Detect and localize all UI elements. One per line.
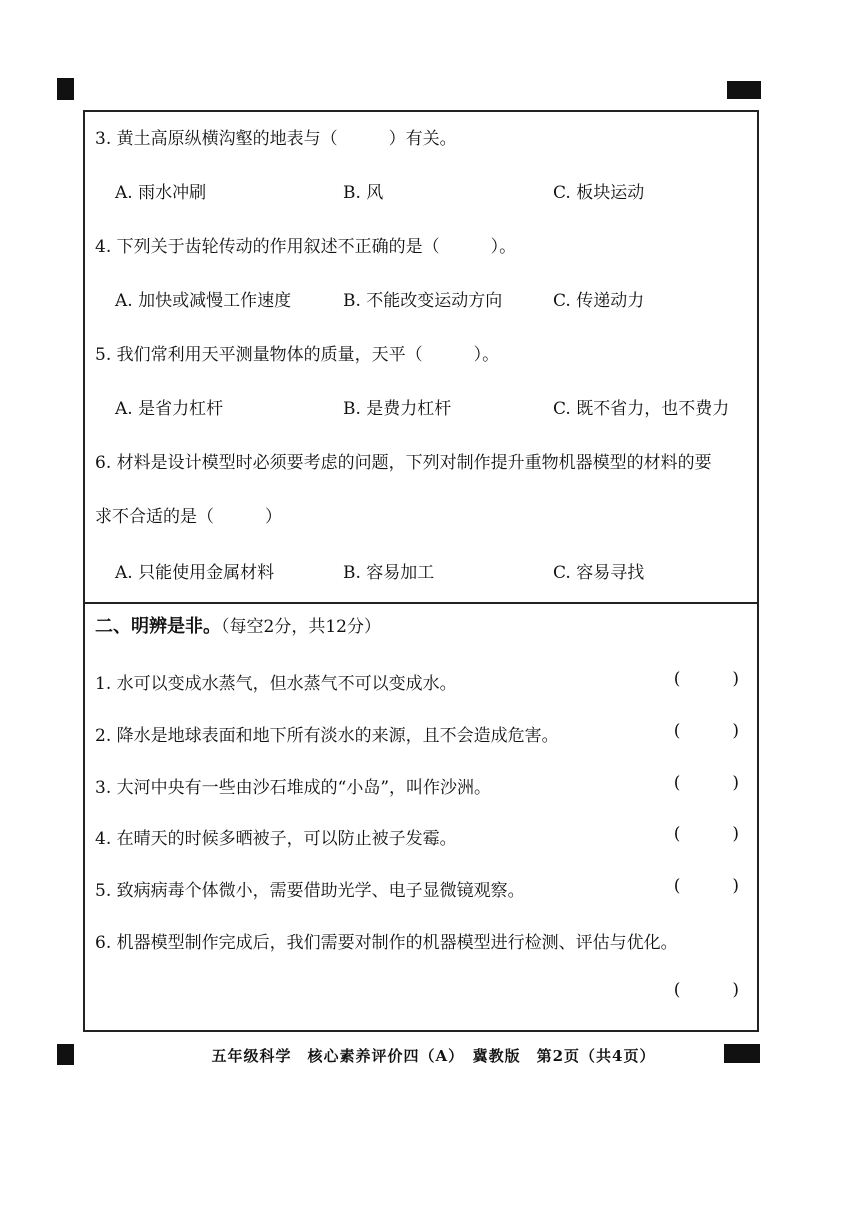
paren-open: ( bbox=[673, 669, 681, 689]
registration-mark-top-right bbox=[727, 81, 761, 99]
page-footer: 五年级科学 核心素养评价四（A） 冀教版 第2页（共4页） bbox=[211, 1047, 656, 1065]
answer-paren-2[interactable] bbox=[674, 721, 739, 741]
question-3-option-c: C. 板块运动 bbox=[553, 183, 645, 203]
question-5-stem: 5. 我们常利用天平测量物体的质量，天平（ ）。 bbox=[95, 345, 500, 365]
question-4-option-a: A. 加快或减慢工作速度 bbox=[115, 291, 292, 311]
question-3-option-b: B. 风 bbox=[343, 183, 384, 203]
judge-item-2: 2. 降水是地球表面和地下所有淡水的来源，且不会造成危害。 bbox=[95, 726, 559, 746]
question-6-option-a: A. 只能使用金属材料 bbox=[115, 563, 275, 583]
paren-close: ) bbox=[732, 980, 739, 1000]
paren-close: ) bbox=[732, 773, 739, 793]
question-4-option-c: C. 传递动力 bbox=[553, 291, 645, 311]
exam-frame bbox=[83, 110, 759, 1032]
section-divider bbox=[85, 602, 757, 604]
paren-close: ) bbox=[732, 669, 739, 689]
judge-item-1: 1. 水可以变成水蒸气，但水蒸气不可以变成水。 bbox=[95, 674, 457, 694]
question-5-option-b: B. 是费力杠杆 bbox=[343, 399, 452, 419]
question-6-stem-line-2: 求不合适的是（ ） bbox=[95, 507, 282, 527]
paren-close: ) bbox=[732, 876, 739, 896]
question-3-stem: 3. 黄土高原纵横沟壑的地表与（ ）有关。 bbox=[95, 129, 457, 149]
answer-paren-5[interactable] bbox=[674, 876, 739, 896]
answer-paren-4[interactable] bbox=[674, 824, 739, 844]
section-2-score-note: （每空2分，共12分） bbox=[221, 617, 381, 637]
judge-item-4: 4. 在晴天的时候多晒被子，可以防止被子发霉。 bbox=[95, 829, 457, 849]
question-6-option-b: B. 容易加工 bbox=[343, 563, 435, 583]
answer-paren-1[interactable] bbox=[674, 669, 739, 689]
question-3-option-a: A. 雨水冲刷 bbox=[115, 183, 207, 203]
paren-close: ) bbox=[732, 824, 739, 844]
section-2-heading bbox=[95, 612, 381, 638]
judge-item-3: 3. 大河中央有一些由沙石堆成的“小岛”，叫作沙洲。 bbox=[95, 778, 492, 798]
question-6-stem-line-1: 6. 材料是设计模型时必须要考虑的问题，下列对制作提升重物机器模型的材料的要 bbox=[95, 453, 712, 473]
paren-open: ( bbox=[673, 876, 681, 896]
paren-open: ( bbox=[673, 773, 681, 793]
paren-open: ( bbox=[673, 824, 681, 844]
question-5-option-a: A. 是省力杠杆 bbox=[115, 399, 224, 419]
answer-paren-6[interactable] bbox=[674, 980, 739, 1000]
question-4-stem: 4. 下列关于齿轮传动的作用叙述不正确的是（ ）。 bbox=[95, 237, 517, 257]
paren-open: ( bbox=[673, 721, 681, 741]
paren-close: ) bbox=[732, 721, 739, 741]
question-6-option-c: C. 容易寻找 bbox=[553, 563, 645, 583]
answer-paren-3[interactable] bbox=[674, 773, 739, 793]
judge-item-5: 5. 致病病毒个体微小，需要借助光学、电子显微镜观察。 bbox=[95, 881, 525, 901]
judge-item-6: 6. 机器模型制作完成后，我们需要对制作的机器模型进行检测、评估与优化。 bbox=[95, 933, 678, 953]
question-5-option-c: C. 既不省力，也不费力 bbox=[553, 399, 730, 419]
question-4-option-b: B. 不能改变运动方向 bbox=[343, 291, 503, 311]
section-2-title: 二、明辨是非。 bbox=[95, 616, 221, 637]
paren-open: ( bbox=[673, 980, 681, 1000]
registration-mark-top-left bbox=[57, 78, 74, 100]
